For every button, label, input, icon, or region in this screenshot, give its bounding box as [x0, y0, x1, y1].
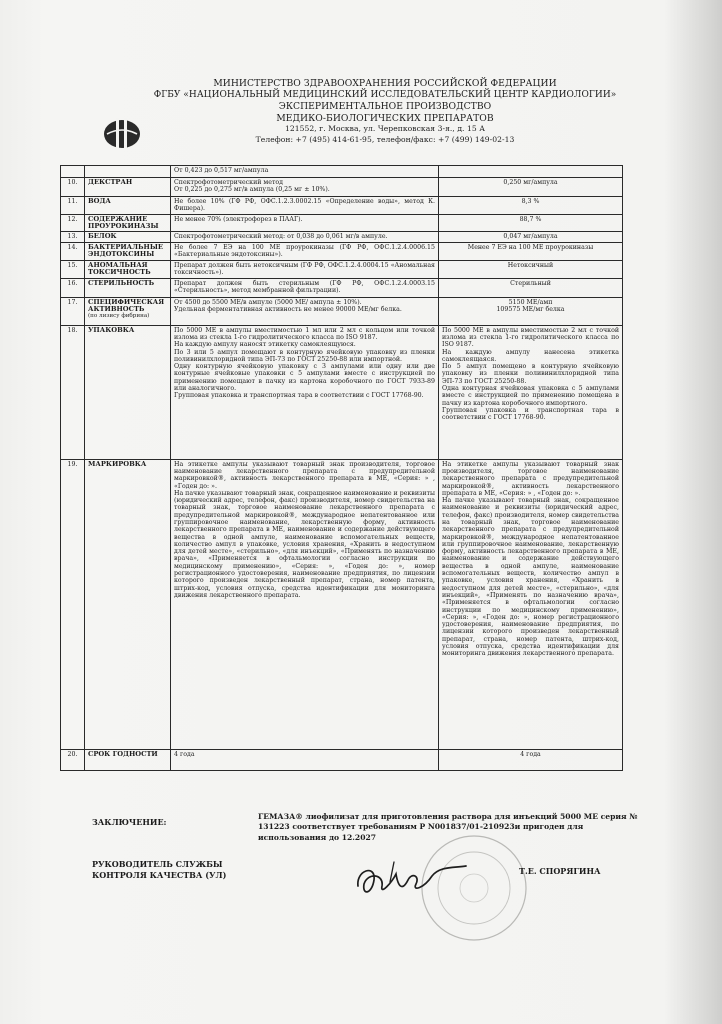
table-row: [61, 459, 623, 749]
parameter-name: [85, 459, 171, 749]
norm-text: По 3 или 5 ампул помещают в контурную ячейковую упаковку из пленки поливинилхлоридной типа ЭП-73 по ГОСТ 25250-88 или импортной.: [174, 348, 435, 363]
norm-cell: [171, 325, 439, 459]
row-number: 14.: [61, 242, 85, 260]
norm-cell: [171, 232, 439, 242]
norm-text: Препарат должен быть нетоксичным (ГФ РФ, ОФС.1.2.4.0004.15 «Аномальная токсичность»).: [174, 261, 435, 277]
handwritten-signature-icon: [350, 852, 470, 904]
parameter-name-text: СОДЕРЖАНИЕ ПРОУРОКИНАЗЫ: [88, 214, 159, 230]
result-cell: [439, 459, 623, 749]
result-text: Менее 7 ЕЭ на 100 МЕ проурокиназы: [467, 243, 594, 251]
norm-text: Препарат должен быть стерильным (ГФ РФ, ОФС.1.2.4.0003.15 «Стерильность», метод мембранной фильтрации).: [174, 279, 435, 294]
norm-text: 4 года: [174, 750, 195, 758]
result-text: Групповая упаковка и транспортная тара в соответствии с ГОСТ 17768-90.: [442, 406, 619, 422]
norm-cell: [171, 178, 439, 197]
norm-cell: [171, 242, 439, 260]
table-row: [61, 214, 623, 232]
parameter-name: [85, 297, 171, 325]
letterhead: [150, 78, 620, 145]
result-text: 8,3 %: [521, 198, 540, 205]
row-number: 10.: [61, 178, 85, 197]
phones: Телефон: +7 (495) 414-61-95, телефон/факс: +7 (499) 149-02-13: [255, 134, 515, 144]
table-row: [61, 297, 623, 325]
result-cell: [439, 242, 623, 260]
row-number: 12.: [61, 214, 85, 232]
parameter-name-text: СПЕЦИФИЧЕСКАЯ АКТИВНОСТЬ: [88, 297, 165, 314]
result-text: 4 года: [520, 750, 541, 758]
norm-cell: [171, 278, 439, 297]
parameter-name: [85, 242, 171, 260]
parameter-name: [85, 325, 171, 459]
address: 121552, г. Москва, ул. Черепковская 3-я., д. 15 А: [284, 124, 486, 134]
parameter-name: [85, 278, 171, 297]
norm-text: На каждую ампулу наносят этикетку самоклеящуюся.: [174, 341, 356, 349]
table-row: [61, 749, 623, 770]
row-number: [61, 166, 85, 178]
result-cell: [439, 297, 623, 325]
norm-text: Спектрофотометрический метод: [174, 179, 284, 186]
table-row: [61, 260, 623, 278]
norm-cell: [171, 166, 439, 178]
result-cell: [439, 166, 623, 178]
ministry-name: МИНИСТЕРСТВО ЗДРАВООХРАНЕНИЯ РОССИЙСКОЙ ФЕДЕРАЦИИ: [213, 78, 557, 89]
norm-text: Групповая упаковка и транспортная тара в соответствии с ГОСТ 17768-90.: [174, 392, 424, 400]
parameter-name-text: СТЕРИЛЬНОСТЬ: [88, 278, 155, 287]
parameter-name-text: БЕЛОК: [88, 232, 117, 241]
norm-text: Спектрофотометрический метод: от 0,038 до 0,061 мг/в ампуле.: [174, 233, 388, 241]
parameter-name-text: БАКТЕРИАЛЬНЫЕ ЭНДОТОКСИНЫ: [88, 242, 163, 259]
row-number: 16.: [61, 278, 85, 297]
result-cell: [439, 214, 623, 232]
norm-text: Одну контурную ячейковую упаковку с 3 ампулами или одну или две контурные ячейковые упаковки с 5 ампулами вместе с инструкцией по применению помещают в пачку из картона коробочного по ГОСТ 7933-89 или аналогичного.: [174, 363, 435, 392]
result-cell: [439, 232, 623, 242]
parameter-name-text: ДЕКСТРАН: [88, 178, 133, 186]
parameter-name: [85, 166, 171, 178]
result-text: На каждую ампулу нанесена этикетка самоклеящаяся.: [442, 348, 619, 363]
result-text: По 5000 МЕ в ампулы вместимостью 2 мл с точкой излома из стекла 1-го гидролитического класса по ISO 9187.: [442, 326, 619, 349]
row-number: 13.: [61, 232, 85, 242]
norm-text: На этикетке ампулы указывают товарный знак производителя, торговое наименование лекарственного препарата с предупредительной маркировкой®, активность лекарственного препарата в МЕ, «Серия: » , «Годен до: ».: [174, 460, 435, 490]
signatory-role-line2: КОНТРОЛЯ КАЧЕСТВА (УЛ): [92, 870, 227, 880]
institution-name: ФГБУ «НАЦИОНАЛЬНЫЙ МЕДИЦИНСКИЙ ИССЛЕДОВАТЕЛЬСКИЙ ЦЕНТР КАРДИОЛОГИИ»: [153, 89, 617, 100]
parameter-name: [85, 197, 171, 215]
norm-text: Удельная ферментативная активность не менее 90000 МЕ/мг белка.: [174, 305, 402, 313]
norm-text: От 4500 до 5500 МЕ/в ампуле (5000 МЕ/ ампула ± 10%).: [174, 298, 362, 306]
result-text: 88,7 %: [519, 215, 542, 223]
norm-cell: [171, 459, 439, 749]
table-row: [61, 278, 623, 297]
result-text: Стерильный: [510, 279, 551, 287]
result-text: На этикетке ампулы указывают товарный знак производителя, торговое наименование лекарственного препарата с предупредительной маркировкой®, активность лекарственного препарата в МЕ, «Серия: » , «Годен до: ».: [442, 460, 619, 497]
row-number: 15.: [61, 260, 85, 278]
norm-cell: [171, 260, 439, 278]
row-number: 18.: [61, 325, 85, 459]
table-row: [61, 325, 623, 459]
result-text: 0,250 мг/ампула: [503, 179, 558, 186]
parameter-name-text: УПАКОВКА: [88, 325, 135, 334]
result-text: 5150 МЕ/амп: [508, 298, 553, 306]
signatory-role: [92, 859, 226, 881]
row-number: 17.: [61, 297, 85, 325]
conclusion-label: ЗАКЛЮЧЕНИЕ:: [92, 817, 167, 827]
norm-text: Не более 7 ЕЭ на 100 МЕ проурокиназы (ГФ РФ, ОФС.1.2.4.0006.15 «Бактериальные эндотоксины»).: [174, 243, 435, 259]
parameter-name: [85, 749, 171, 770]
norm-text: На пачке указывают товарный знак, сокращенное наименование и реквизиты (юридический адрес, телефон, факс) производителя, номер свидетельства на товарный знак, торговое наименование лекарственного препарата с предупредительной маркировкой®, международное непатентованное или группировочное наименование, лекарственную форму, активность лекарственного препарата в МЕ, наименование и содержание действующего вещества в одной ампуле, наименование вспомогательных веществ, количество ампул в упаковке, условия хранения, «Хранить в недоступном для детей месте», «стерильно», «для инъекций», «Применять по назначению врача», «Применяется в офтальмологии согласно инструкции по медицинскому применению», «Серия: », «Годен до: », номер регистрационного удостоверения, наименование предприятия, по лицензии которого произведен лекарственный препарат, страна, номер патента, штрих-код, условия отпуска, средства идентификации для мониторинга движения лекарственного препарата.: [174, 489, 435, 599]
parameter-name-text: МАРКИРОВКА: [88, 459, 147, 468]
specification-table: [60, 165, 623, 771]
result-cell: [439, 197, 623, 215]
conclusion-text: ГЕМАЗА® лиофилизат для приготовления раствора для инъекций 5000 МЕ серия № 131223 соответствует требованиям Р N001837/01-210923и пригоден для использования до 12.2027: [258, 812, 638, 842]
parameter-name: [85, 232, 171, 242]
table-row: [61, 197, 623, 215]
parameter-name: [85, 214, 171, 232]
norm-cell: [171, 214, 439, 232]
parameter-name-note: (по лизису фибрина): [88, 313, 150, 320]
organization-logo-icon: [102, 116, 142, 150]
norm-text: По 5000 МЕ в ампулы вместимостью 1 мл или 2 мл с кольцом или точкой излома из стекла 1-го гидролитического класса по ISO 9187.: [174, 326, 435, 341]
norm-text: От 0,225 до 0,275 мг/в ампула (0,25 мг ± 10%).: [174, 186, 330, 194]
result-text: Одна контурная ячейковая упаковка с 5 ампулами вместе с инструкцией по применению помещена в пачку из картона коробочного импортного.: [442, 385, 619, 407]
row-number: 20.: [61, 749, 85, 770]
parameter-name-text: СРОК ГОДНОСТИ: [88, 749, 158, 758]
norm-text: От 0,423 до 0,517 мг/ампула: [174, 167, 269, 174]
norm-text: Не более 10% (ГФ РФ, ОФС.1.2.3.0002.15 «Определение воды», метод К. Фишера).: [174, 198, 435, 213]
norm-text: Не менее 70% (электрофорез в ПААГ).: [174, 215, 303, 223]
result-cell: [439, 278, 623, 297]
result-cell: [439, 260, 623, 278]
result-cell: [439, 749, 623, 770]
production-name-2: МЕДИКО-БИОЛОГИЧЕСКИХ ПРЕПАРАТОВ: [276, 112, 494, 124]
table-row: [61, 242, 623, 260]
result-cell: [439, 178, 623, 197]
row-number: 19.: [61, 459, 85, 749]
row-number: 11.: [61, 197, 85, 215]
result-text: На пачке указывают товарный знак, сокращенное наименование и реквизиты (юридический адрес, телефон, факс) производителя, номер свидетельства на товарный знак, торговое наименование лекарственного препарата с предупредительной маркировкой®, международное непатентованное или группировочное наименование, лекарственную форму, активность лекарственного препарата в МЕ, наименование и содержание действующего вещества в одной ампуле, наименование вспомогательных веществ, количество ампул в упаковке, условия хранения, «Хранить в недоступном для детей месте», «стерильно», «для инъекций», «Применять по назначению врача», «Применяется в офтальмологии согласно инструкции по медицинскому применению», «Серия: », «Годен до: », номер регистрационного удостоверения, наименование предприятия, по лицензии которого произведен лекарственный препарат, страна, номер патента, штрих-код, условия отпуска, средства идентификации для мониторинга движения лекарственного препарата.: [442, 497, 619, 658]
scan-edge-shadow: [664, 0, 722, 1024]
table-row: [61, 232, 623, 242]
table-row: [61, 166, 623, 178]
signatory-name: Т.Е. СПОРЯГИНА: [519, 866, 601, 876]
parameter-name: [85, 260, 171, 278]
production-name: ЭКСПЕРИМЕНТАЛЬНОЕ ПРОИЗВОДСТВО: [278, 101, 492, 112]
result-text: По 5 ампул помещено в контурную ячейковую упаковку из пленки поливинилхлоридной типа ЭП-73 по ГОСТ 25250-88.: [442, 363, 619, 385]
result-text: 0,047 мг/ампула: [503, 233, 558, 241]
table-row: [61, 178, 623, 197]
norm-cell: [171, 197, 439, 215]
signatory-role-line1: РУКОВОДИТЕЛЬ СЛУЖБЫ: [92, 859, 223, 869]
parameter-name: [85, 178, 171, 197]
result-text: Нетоксичный: [507, 261, 554, 269]
norm-cell: [171, 297, 439, 325]
parameter-name-text: ВОДА: [88, 197, 111, 205]
result-text: 109575 МЕ/мг белка: [496, 305, 565, 313]
result-cell: [439, 325, 623, 459]
parameter-name-text: АНОМАЛЬНАЯ ТОКСИЧНОСТЬ: [88, 260, 151, 277]
norm-cell: [171, 749, 439, 770]
